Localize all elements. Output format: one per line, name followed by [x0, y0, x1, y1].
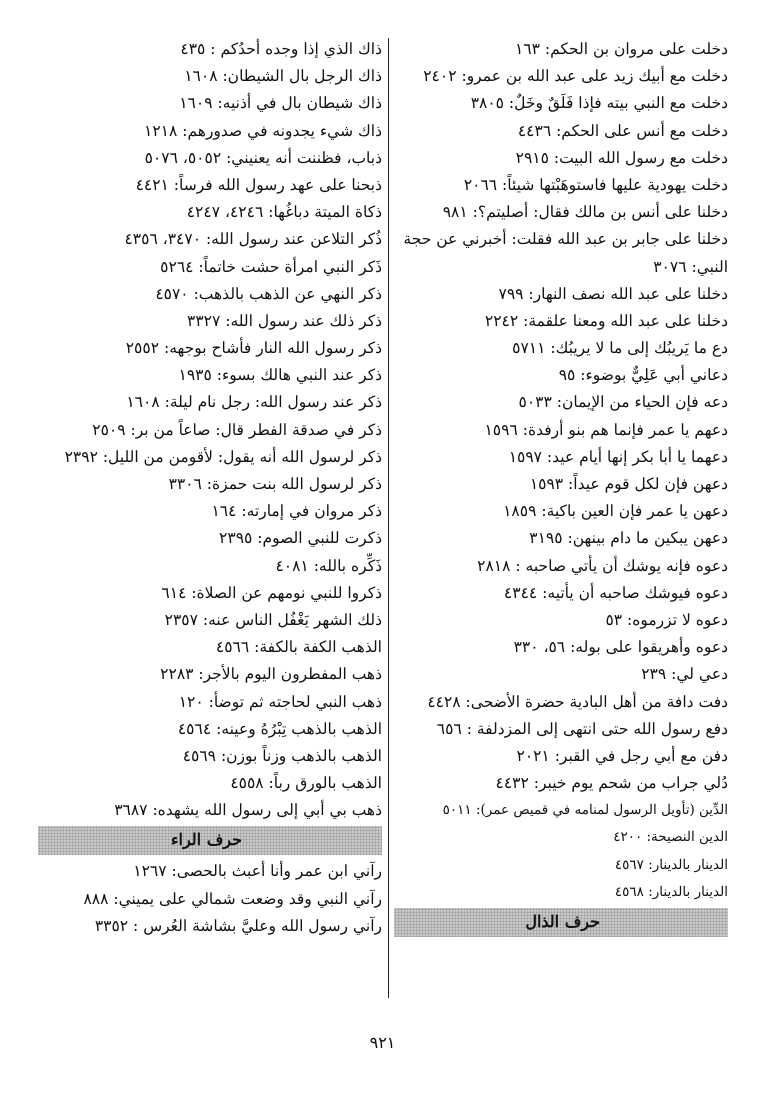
index-entry: دخلنا على أنس بن مالك فقال: أصليتم؟: ٩٨١ — [442, 203, 728, 222]
right-column — [394, 36, 728, 940]
index-entry: ذباب، فظننت أنه يعنيني: ٥٠٥٢، ٥٠٧٦ — [144, 148, 382, 167]
index-entry: دخلت مع رسول الله البيت: ٢٩١٥ — [515, 148, 728, 167]
index-entry: ذكر مروان في إمارته: ١٦٤ — [211, 502, 382, 521]
index-entry: الدينار بالدينار: ٤٥٦٧ — [614, 856, 728, 873]
index-entry: دخلنا على جابر بن عبد الله فقلت: أخبرني عن حجة النبي: ٣٠٧٦ — [403, 230, 728, 276]
index-entry: دعهن فإن لكل قوم عيداً: ١٥٩٣ — [529, 475, 728, 494]
index-entry: رآني النبي وقد وضعت شمالي على يميني: ٨٨٨ — [83, 889, 382, 908]
left-column — [38, 36, 382, 940]
page-number: ٩٢١ — [369, 1033, 396, 1052]
index-entry: ذكرت للنبي الصوم: ٢٣٩٥ — [219, 529, 382, 548]
index-entry: ذكاة الميتة دباغُها: ٤٢٤٦، ٤٢٤٧ — [186, 203, 382, 222]
index-entry: ذَكر النبي امرأة حشت خاتماً: ٥٢٦٤ — [160, 257, 382, 276]
index-entry: الذهب بالورق رباً: ٤٥٥٨ — [230, 774, 382, 793]
index-entry: ذكر النهي عن الذهب بالذهب: ٤٥٧٠ — [155, 284, 382, 303]
index-entry: ذهب بي أبي إلى رسول الله يشهده: ٣٦٨٧ — [114, 801, 382, 820]
index-entry: دعهم يا عمر فإنما هم بنو أرفدة: ١٥٩٦ — [484, 420, 728, 439]
index-entry: ذلك الشهر يَغْفُل الناس عنه: ٢٣٥٧ — [164, 610, 382, 629]
index-entry: دُلي جراب من شحم يوم خيبر: ٤٤٣٢ — [495, 774, 728, 793]
column-divider — [388, 38, 389, 998]
index-entry: دفت دافة من أهل البادية حضرة الأضحى: ٤٤٢٨ — [427, 692, 728, 711]
index-entry: ذبحنا على عهد رسول الله فرساً: ٤٤٢١ — [135, 175, 382, 194]
index-entry: رآني رسول الله وعليَّ بشاشة العُرس : ٣٣٥٢ — [94, 916, 382, 935]
section-header-ra — [38, 826, 382, 855]
index-entry: ذكر عند رسول الله: رجل نام ليلة: ١٦٠٨ — [126, 393, 382, 412]
index-entry: دعهن يا عمر فإن العين باكية: ١٨٥٩ — [503, 502, 728, 521]
index-entry: الدينار بالدينار: ٤٥٦٨ — [614, 883, 728, 900]
index-entry: ذكر رسول الله النار فأشاح بوجهه: ٢٥٥٢ — [125, 339, 382, 358]
index-entry: ذهب النبي لحاجته ثم توضأ: ١٢٠ — [178, 692, 382, 711]
index-entry: دعوه فيوشك صاحبه أن يأتيه: ٤٣٤٤ — [503, 583, 728, 602]
index-entry: ذاك الرجل بال الشيطان: ١٦٠٨ — [184, 67, 382, 86]
index-entry: ذاك شيء يجدونه في صدورهم: ١٢١٨ — [144, 121, 382, 140]
section-header-label: حرف الراء — [171, 830, 242, 850]
index-entry: ذَكِّره بالله: ٤٠٨١ — [275, 556, 382, 575]
section-header-dhal — [394, 908, 728, 937]
index-entry: دعه فإن الحياء من الإيمان: ٥٠٣٣ — [518, 393, 728, 412]
index-entry: دع ما يَريبُك إلى ما لا يريبُك: ٥٧١١ — [512, 339, 728, 358]
index-entry: الذهب الكفة بالكفة: ٤٥٦٦ — [215, 638, 382, 657]
index-entry: دفن مع أبي رجل في القبر: ٢٠٢١ — [516, 746, 728, 765]
index-entry: دخلنا على عبد الله نصف النهار: ٧٩٩ — [498, 284, 728, 303]
index-entry: ذهب المفطرون اليوم بالأجر: ٢٢٨٣ — [160, 665, 382, 684]
index-entry: الذهب بالذهب وزناً بوزن: ٤٥٦٩ — [182, 746, 382, 765]
index-entry: الذهب بالذهب تِبْرُهُ وعينه: ٤٥٦٤ — [177, 719, 382, 738]
index-entry: الدِّين (تأويل الرسول لمنامه في قميص عمر): ٥٠١١ — [442, 802, 728, 819]
index-entry: دخلت مع أنس على الحكم: ٤٤٣٦ — [517, 121, 728, 140]
index-entry: دعاني أبي عَلِيٌّ بوضوء: ٩٥ — [558, 366, 728, 385]
index-entry: دعي لي: ٢٣٩ — [641, 665, 728, 684]
index-entry: دعوه فإنه يوشك أن يأتي صاحبه : ٢٨١٨ — [477, 556, 728, 575]
index-entry: ذكر ذلك عند رسول الله: ٣٣٢٧ — [187, 311, 382, 330]
index-entry: ذكروا للنبي نومهم عن الصلاة: ٦١٤ — [161, 583, 382, 602]
index-entry: دعهما يا أبا بكر إنها أيام عيد: ١٥٩٧ — [508, 447, 728, 466]
index-entry: دخلت مع النبي بيته فإذا فَلَقٌ وخَلٌ: ٣٨٠٥ — [470, 94, 728, 113]
index-entry: الدين النصيحة: ٤٢٠٠ — [613, 829, 728, 846]
index-entry: دعهن يبكين ما دام بينهن: ٣١٩٥ — [529, 529, 728, 548]
index-entry: دعوه لا تزرموه: ٥٣ — [605, 610, 728, 629]
index-entry: ذكر لرسول الله بنت حمزة: ٣٣٠٦ — [168, 475, 382, 493]
index-entry: دخلت على مروان بن الحكم: ١٦٣ — [514, 40, 728, 58]
index-entry: دخلت يهودية عليها فاستوهَبْتها شيئاً: ٢٠٦٦ — [463, 175, 728, 194]
index-entry: رآني ابن عمر وأنا أعبث بالحصى: ١٢٦٧ — [133, 862, 382, 881]
index-entry: ذكر عند النبي هالك بسوء: ١٩٣٥ — [178, 366, 382, 385]
index-entry: ذكر في صدقة الفطر قال: صاعاً من بر: ٢٥٠٩ — [92, 420, 382, 439]
index-entry: ذكر لرسول الله أنه يقول: لأقومن من الليل: ٢٣٩٢ — [64, 447, 382, 466]
section-header-label: حرف الذال — [525, 912, 600, 932]
index-entry: ذُكر التلاعن عند رسول الله: ٣٤٧٠، ٤٣٥٦ — [124, 230, 382, 249]
index-entry: دخلت مع أبيك زيد على عبد الله بن عمرو: ٢٤٠٢ — [423, 67, 728, 86]
index-entry: دعوه وأهريقوا على بوله: ٥٦، ٣٣٠ — [513, 638, 728, 657]
index-entry: دفع رسول الله حتى انتهى إلى المزدلفة : ٦٥٦ — [436, 719, 728, 738]
index-entry: ذاك الذي إذا وجده أحدُكم : ٤٣٥ — [180, 40, 382, 58]
index-entry: ذاك شيطان بال في أذنيه: ١٦٠٩ — [179, 94, 382, 113]
index-entry: دخلنا على عبد الله ومعنا علقمة: ٢٢٤٢ — [484, 311, 728, 330]
